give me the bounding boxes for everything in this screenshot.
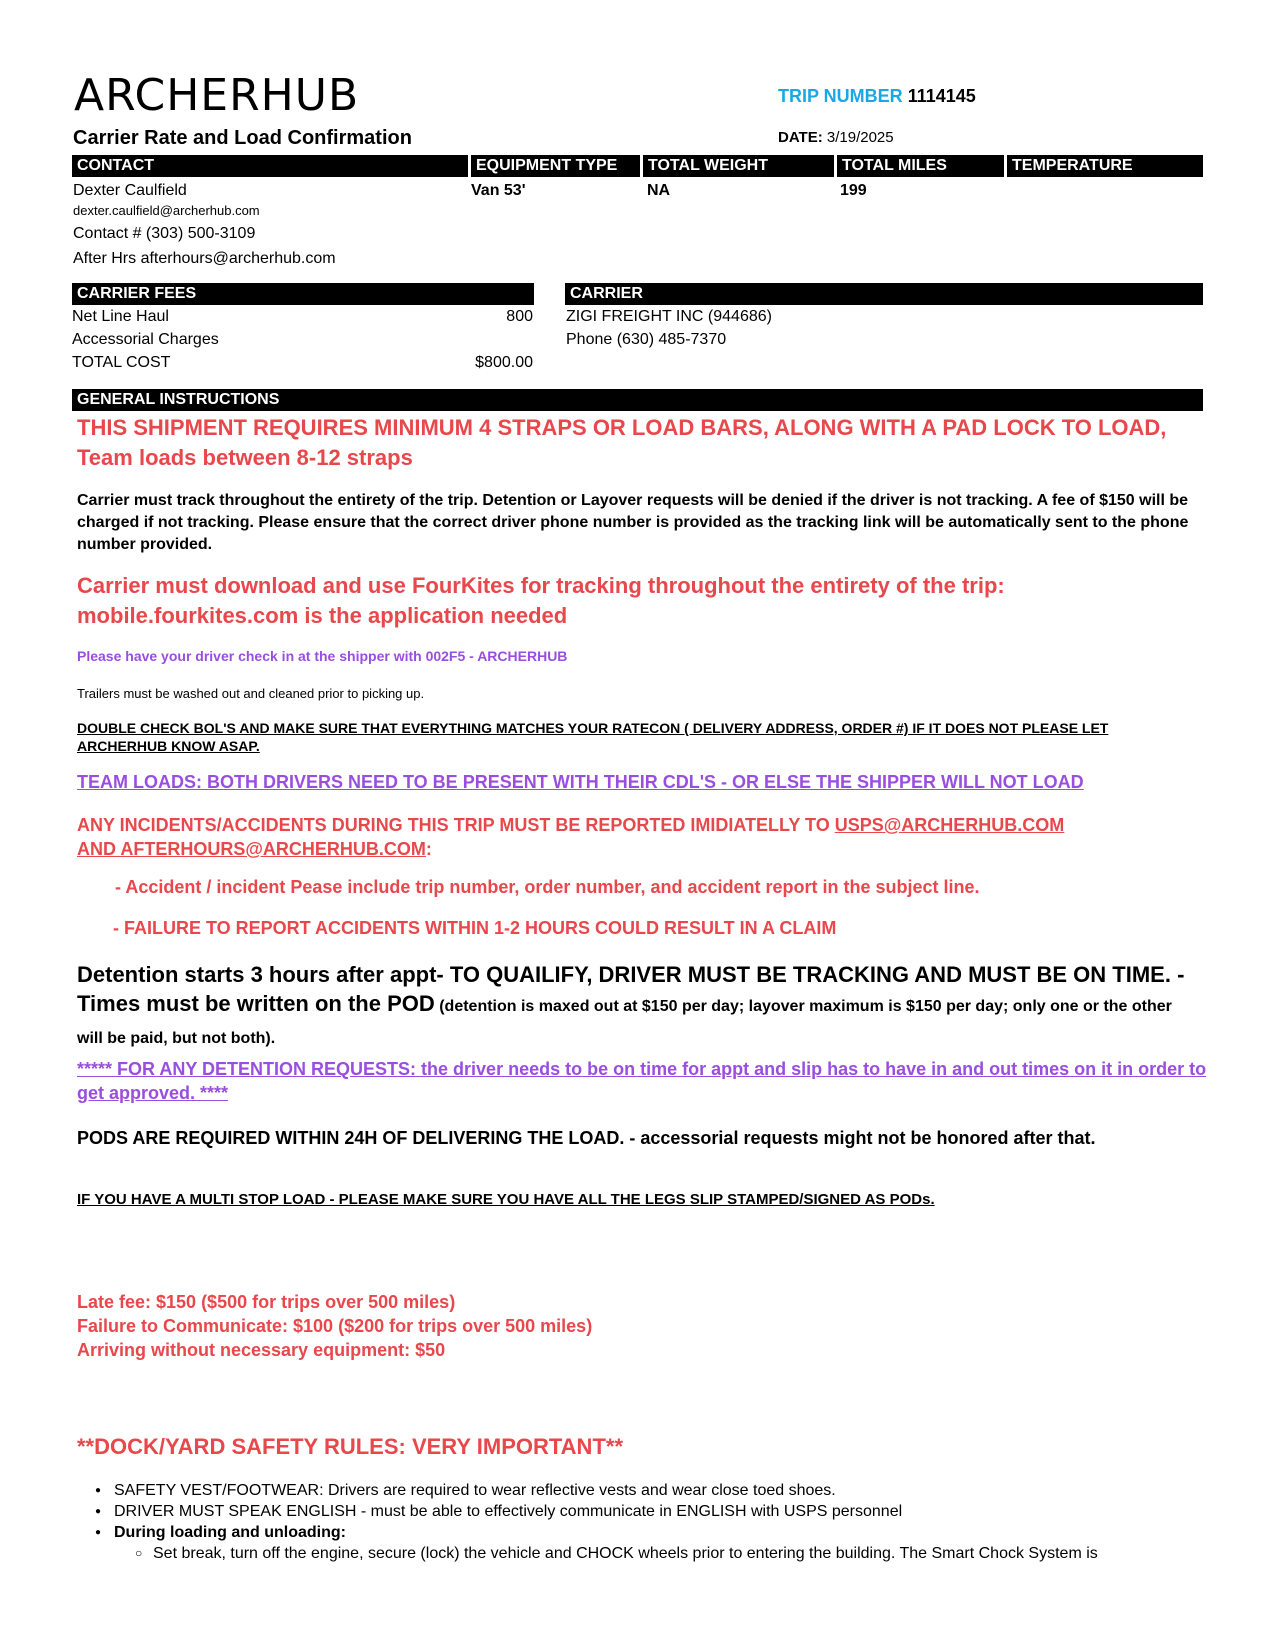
missing-equipment-fee: Arriving without necessary equipment: $50 [77, 1340, 446, 1360]
incident-colon: : [425, 839, 432, 859]
trip-number [778, 86, 976, 107]
total-miles-value: 199 [840, 182, 867, 199]
straps-requirement: THIS SHIPMENT REQUIRES MINIMUM 4 STRAPS OR LOAD BARS, ALONG WITH A PAD LOCK TO LOAD, Team loads between 8-12 straps [77, 415, 1167, 470]
net-line-haul-value: 800 [506, 308, 533, 325]
english-rule: DRIVER MUST SPEAK ENGLISH - must be able to effectively communicate in ENGLISH with USPS personnel [114, 1503, 903, 1520]
loading-rule: During loading and unloading: [114, 1524, 346, 1541]
total-cost-label: TOTAL COST [72, 354, 171, 371]
net-line-haul-label: Net Line Haul [72, 308, 169, 325]
detention-policy [77, 960, 1202, 1053]
contact-header: CONTACT [72, 155, 468, 177]
page-title: Carrier Rate and Load Confirmation [73, 127, 412, 149]
incident-subject-line: - Accident / incident Pease include trip number, order number, and accident report in the subject line. [115, 877, 980, 897]
late-fee: Late fee: $150 ($500 for trips over 500 miles) [77, 1292, 456, 1312]
total-cost-value: $800.00 [475, 354, 533, 371]
chock-rule: Set break, turn off the engine, secure (lock) the vehicle and CHOCK wheels prior to entering the building. The Smart Chock System is [153, 1545, 1098, 1562]
date-value: 3/19/2025 [826, 129, 894, 146]
afterhours-email-link[interactable]: AND AFTERHOURS@ARCHERHUB.COM [77, 839, 426, 859]
detention-policy-main: Detention starts 3 hours after appt- TO QUAILIFY, DRIVER MUST BE TRACKING AND MUST BE ON TIME. - Times must be written on the POD [77, 962, 1185, 1016]
accessorial-charges-label: Accessorial Charges [72, 331, 219, 348]
failure-to-communicate-fee: Failure to Communicate: $100 ($200 for trips over 500 miles) [77, 1316, 593, 1336]
contact-name: Dexter Caulfield [73, 182, 187, 199]
carrier-fees-header: CARRIER FEES [72, 283, 534, 305]
temperature-header: TEMPERATURE [1007, 155, 1203, 177]
trailer-washout: Trailers must be washed out and cleaned prior to picking up. [77, 686, 425, 701]
contact-email: dexter.caulfield@archerhub.com [73, 203, 260, 218]
total-weight-header: TOTAL WEIGHT [643, 155, 834, 177]
date-label: DATE: [778, 129, 823, 146]
document-date [778, 129, 894, 146]
fourkites-requirement: Carrier must download and use FourKites for tracking throughout the entirety of the trip: mobile.fourkites.com is the application needed [77, 573, 1005, 628]
equipment-type-value: Van 53' [471, 182, 526, 199]
team-loads-notice: TEAM LOADS: BOTH DRIVERS NEED TO BE PRESENT WITH THEIR CDL'S - OR ELSE THE SHIPPER WILL NOT LOAD [77, 772, 1084, 792]
list-item [76, 1522, 1226, 1543]
pods-requirement: PODS ARE REQUIRED WITHIN 24H OF DELIVERING THE LOAD. - accessorial requests might not be honored after that. [77, 1128, 1096, 1148]
shipper-checkin: Please have your driver check in at the shipper with 002F5 - ARCHERHUB [77, 648, 568, 664]
detention-requests: ***** FOR ANY DETENTION REQUESTS: the driver needs to be on time for appt and slip has to have in and out times on it in order to get approved. **** [77, 1059, 1207, 1103]
list-item [76, 1480, 1226, 1501]
total-weight-value: NA [647, 182, 671, 199]
total-miles-header: TOTAL MILES [837, 155, 1004, 177]
equipment-type-header: EQUIPMENT TYPE [471, 155, 640, 177]
safety-vest-rule: SAFETY VEST/FOOTWEAR: Drivers are required to wear reflective vests and wear close toed shoes. [114, 1482, 836, 1499]
list-item [76, 1543, 1226, 1564]
list-item [76, 1501, 1226, 1522]
incident-claim-warning: - FAILURE TO REPORT ACCIDENTS WITHIN 1-2 HOURS COULD RESULT IN A CLAIM [113, 918, 837, 938]
detention-policy-note: (detention is maxed out at $150 per day; layover maximum is $150 per day; only one or the other will be paid, but not both). [77, 998, 1172, 1047]
bol-check: DOUBLE CHECK BOL'S AND MAKE SURE THAT EVERYTHING MATCHES YOUR RATECON ( DELIVERY ADDRESS, ORDER #) IF IT DOES NOT PLEASE LET ARCHERHUB KNOW ASAP. [77, 720, 1109, 754]
archerhub-logo: ARCHERHUB [74, 70, 360, 121]
safety-rules-title: **DOCK/YARD SAFETY RULES: VERY IMPORTANT** [77, 1434, 624, 1459]
multi-stop-notice: IF YOU HAVE A MULTI STOP LOAD - PLEASE MAKE SURE YOU HAVE ALL THE LEGS SLIP STAMPED/SIGNED AS PODs. [77, 1191, 935, 1208]
usps-email-link[interactable]: USPS@ARCHERHUB.COM [834, 815, 1065, 835]
contact-phone: Contact # (303) 500-3109 [73, 225, 256, 242]
trip-number-label: TRIP NUMBER [778, 86, 903, 106]
carrier-header: CARRIER [565, 283, 1203, 305]
after-hours-contact: After Hrs afterhours@archerhub.com [73, 250, 336, 267]
incident-reporting [77, 813, 1197, 861]
trip-number-value: 1114145 [907, 86, 976, 106]
carrier-phone: Phone (630) 485-7370 [566, 331, 727, 348]
general-instructions-header: GENERAL INSTRUCTIONS [72, 389, 1203, 411]
incident-reporting-text: ANY INCIDENTS/ACCIDENTS DURING THIS TRIP MUST BE REPORTED IMIDIATELLY TO [77, 815, 835, 835]
safety-rules-list [76, 1480, 1226, 1564]
tracking-requirement: Carrier must track throughout the entirety of the trip. Detention or Layover requests will be denied if the driver is not tracking. A fee of $150 will be charged if not tracking. Please ensure that the correct driver phone number is provided as the tracking link will be automatically sent to the phone number provided. [77, 492, 1189, 553]
carrier-name: ZIGI FREIGHT INC (944686) [566, 308, 772, 325]
